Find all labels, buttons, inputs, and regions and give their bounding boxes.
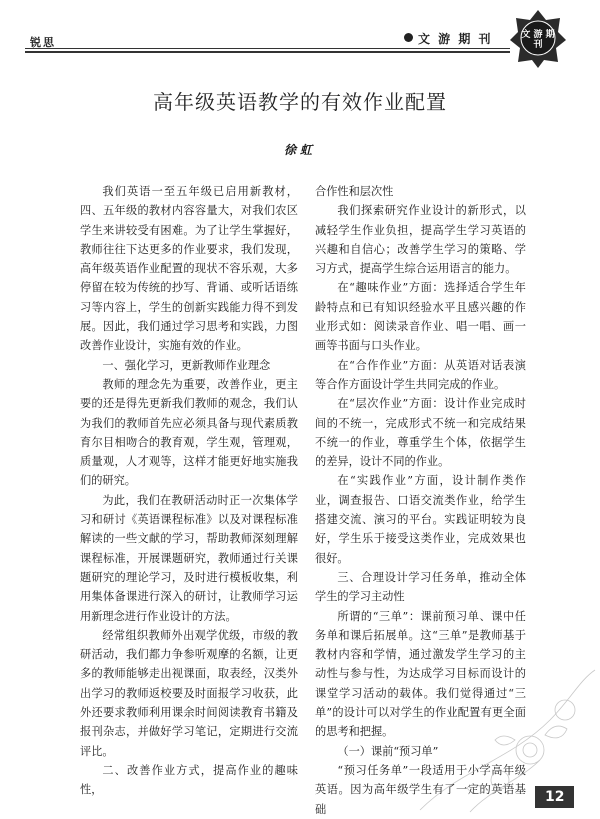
- paragraph: 我们英语一至五年级已启用新教材，四、五年级的教材内容容量大，对我们农区学生来讲较受有困难。为了让学生掌握好，教师往往下达更多的作业要求，我们发现，高年级英语作业配置的现状不容乐观，大多停留在较为传统的抄写、背诵、或听话语练习等内容上，学生的创新实践能力得不到发展。因此，我们通过学习思考和实践，力图改善作业设计，实施有效的作业。: [80, 185, 298, 353]
- paragraph: 在“层次作业”方面：设计作业完成时间的不统一，完成形式不统一和完成结果不统一的作业，尊重学生个体，依据学生的差异，设计不同的作业。: [315, 397, 526, 469]
- paragraph: 在“趣味作业”方面：选择适合学生年龄特点和已有知识经验水平且感兴趣的作业形式如：阅读录音作业、唱一唱、画一画等书面与口头作业。: [315, 281, 526, 353]
- paragraph: 在“实践作业”方面，设计制作类作业，调查报告、口语交流类作业，给学生搭建交流、演习的平台。实践证明较为良好，学生乐于接受这类作业，完成效果也很好。: [315, 474, 526, 565]
- paragraph: 经常组织教师外出观学优级，市级的教研活动，我们都力争参听观摩的名额，让更多的教师能够走出视课面，取表经，汉类外出学习的教师返校要及时面报学习收获，此外还要求教师利用课余时间阅读教育书籍及报刊杂志，并做好学习笔记，定期进行交流评比。: [80, 628, 298, 758]
- paragraph: “预习任务单”一段适用于小学高年级英语。因为高年级学生有了一定的英语基础: [315, 763, 526, 816]
- header-rule-thin: [25, 48, 510, 49]
- section-heading: 三、合理设计学习任务单，推动全体学生的学习主动性: [315, 570, 526, 604]
- left-column: [80, 182, 298, 800]
- paragraph: 合作性和层次性: [315, 185, 394, 198]
- paragraph: 所谓的“三单”：课前预习单、课中任务单和课后拓展单。这“三单”是教师基于教材内容和学情，通过激发学生学习的主动性与参与性，为达成学习目标而设计的课堂学习活动的载体。我们觉得通过“三单”的设计可以对学生的作业配置有更全面的思考和把握。: [315, 609, 526, 739]
- header-dot-icon: [404, 33, 413, 42]
- paragraph: 在“合作作业”方面：从英语对话表演等合作方面设计学生共同完成的作业。: [315, 358, 526, 391]
- running-head-right: 文 游 期 刊: [418, 32, 493, 46]
- paragraph: 我们探索研究作业设计的新形式，以减轻学生作业负担，提高学生学习英语的兴趣和自信心；改善学生学习的策略、学习方式，提高学生综合运用语言的能力。: [315, 204, 526, 276]
- section-heading: （一）课前“预习单”: [337, 744, 439, 758]
- page-number: 12: [535, 786, 574, 808]
- paragraph: 教师的理念先为重要，改善作业，更主要的还是得先更新我们教师的观念，我们认为我们的教师首先应必须具备与现代素质教育尔目相吻合的教育观，学生观，管理观，质量观，人才观等，这样才能更好地实施我们的研究。: [80, 377, 298, 488]
- journal-logo-text: 文 游 期 刊: [521, 30, 555, 50]
- running-head-left: 锐思: [30, 36, 56, 49]
- article-title: 高年级英语教学的有效作业配置: [153, 90, 447, 114]
- article-author: 徐虹: [283, 143, 316, 157]
- paragraph: 为此，我们在教研活动时正一次集体学习和研讨《英语课程标准》以及对课程标准解读的一些文献的学习，帮助教师深刻理解课程标准，开展课题研究，教师通过行关课题研究的理论学习，及时进行模板收集，利用集体备课进行深入的研讨，让教师学习运用新理念进行作业设计的方法。: [80, 493, 298, 623]
- section-heading: 二、改善作业方式，提高作业的趣味性，: [80, 763, 298, 797]
- section-heading: 一、强化学习，更新教师作业理念: [102, 358, 271, 372]
- header-rule-thick: [25, 51, 510, 53]
